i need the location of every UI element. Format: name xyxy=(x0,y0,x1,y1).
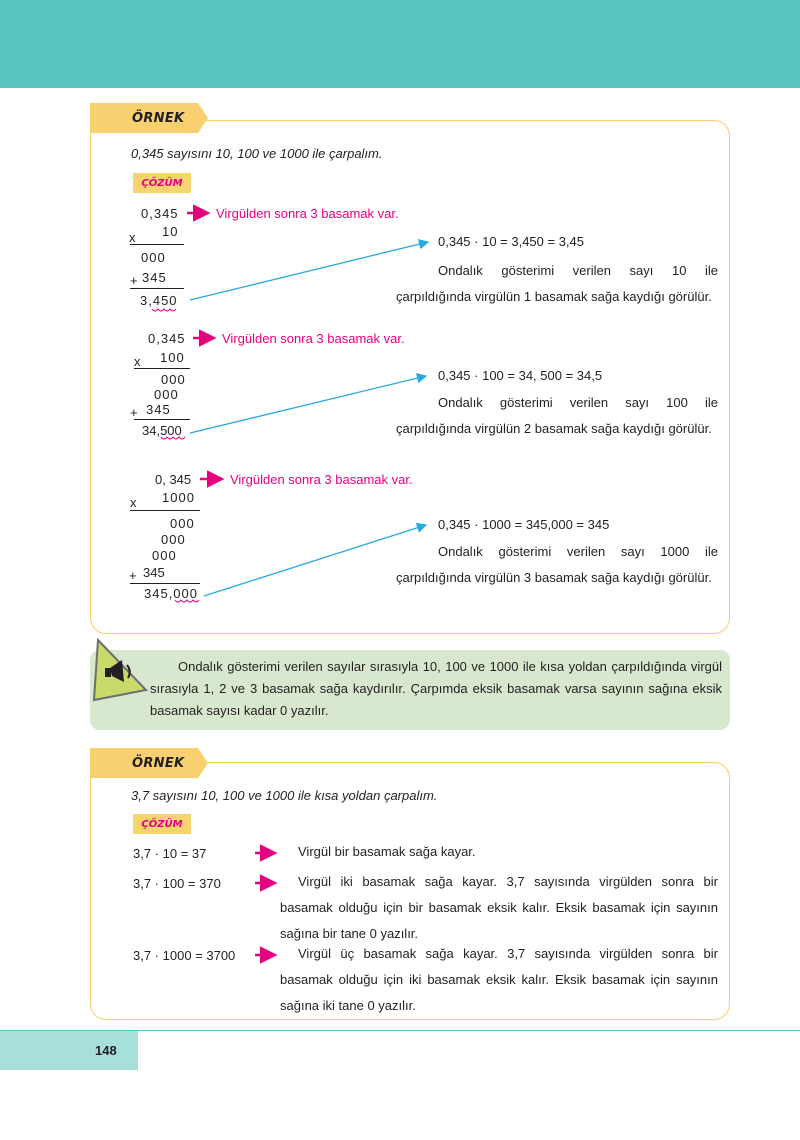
row2-equation: 3,7 · 100 = 370 xyxy=(133,876,221,891)
b3-equation: 0,345 · 1000 = 345,000 = 345 xyxy=(438,517,610,532)
b2-wavy-underline xyxy=(161,437,185,439)
b1-result: 3,450 xyxy=(140,293,178,308)
b1-wavy-underline xyxy=(152,309,176,311)
b1-partial-2: 345 xyxy=(142,270,167,285)
b3-partial-2: 000 xyxy=(161,532,186,547)
page-number-box xyxy=(0,1031,138,1070)
example1-solution-tag: ÇÖZÜM xyxy=(133,173,191,193)
example2-solution-tag: ÇÖZÜM xyxy=(133,814,191,834)
b3-note: Virgülden sonra 3 basamak var. xyxy=(230,472,413,487)
b2-plus-sign: + xyxy=(130,405,138,420)
b1-note: Virgülden sonra 3 basamak var. xyxy=(216,206,399,221)
b2-multiplier: 100 xyxy=(160,350,185,365)
b2-equation: 0,345 · 100 = 34, 500 = 34,5 xyxy=(438,368,603,383)
b3-multiplier: 1000 xyxy=(162,490,195,505)
row1-equation: 3,7 · 10 = 37 xyxy=(133,846,207,861)
example1-tag-label: ÖRNEK xyxy=(132,110,185,126)
b1-x-sign: x xyxy=(129,230,136,245)
b3-multiplicand: 0, 345 xyxy=(155,472,192,487)
b1-multiplicand: 0,345 xyxy=(141,206,179,221)
b3-partial-3: 000 xyxy=(152,548,177,563)
b2-x-sign: x xyxy=(134,354,141,369)
row2-explanation: Virgül iki basamak sağa kayar. 3,7 sayısında virgülden sonra bir basamak olduğu için bir basamak eksik kalır. Eksik basamak için sayının sağına bir tane 0 yazılır. xyxy=(280,874,718,941)
b1-multiplier: 10 xyxy=(162,224,179,239)
b1-partial-1: 000 xyxy=(141,250,166,265)
b2-partial-1: 000 xyxy=(161,372,186,387)
b2-result: 34,500 xyxy=(142,423,182,438)
b3-x-sign: x xyxy=(130,495,137,510)
b2-multiplicand: 0,345 xyxy=(148,331,186,346)
b1-blue-arrow xyxy=(190,242,428,300)
b3-partial-4: 345 xyxy=(143,565,165,580)
b1-equation: 0,345 · 10 = 3,450 = 3,45 xyxy=(438,234,585,249)
b2-explanation: Ondalık gösterimi verilen sayı 100 ile çarpıldığında virgülün 2 basamak sağa kaydığı görülür. xyxy=(396,395,718,436)
b2-partial-2: 000 xyxy=(154,387,179,402)
example2-question: 3,7 sayısını 10, 100 ve 1000 ile kısa yoldan çarpalım. xyxy=(131,788,438,803)
page-number: 148 xyxy=(95,1043,117,1058)
b3-result: 345,000 xyxy=(144,586,198,601)
b3-explanation: Ondalık gösterimi verilen sayı 1000 ile çarpıldığında virgülün 3 basamak sağa kaydığı görülür. xyxy=(396,544,718,585)
example1-question: 0,345 sayısını 10, 100 ve 1000 ile çarpalım. xyxy=(131,146,383,161)
example2-tag-label: ÖRNEK xyxy=(132,755,185,771)
b2-note: Virgülden sonra 3 basamak var. xyxy=(222,331,405,346)
row3-explanation: Virgül üç basamak sağa kayar. 3,7 sayısında virgülden sonra bir basamak olduğu için iki basamak eksik kalır. Eksik basamak için sayının sağına iki tane 0 yazılır. xyxy=(280,946,718,1013)
b3-plus-sign: + xyxy=(129,568,137,583)
b1-explanation: Ondalık gösterimi verilen sayı 10 ile çarpıldığında virgülün 1 basamak sağa kaydığı görülür. xyxy=(396,263,718,304)
b3-wavy-underline xyxy=(175,600,199,602)
b3-blue-arrow xyxy=(204,525,426,596)
row3-equation: 3,7 · 1000 = 3700 xyxy=(133,948,236,963)
b2-blue-arrow xyxy=(190,376,426,433)
b3-partial-1: 000 xyxy=(170,516,195,531)
row1-explanation: Virgül bir basamak sağa kayar. xyxy=(298,844,476,859)
info-note-text: Ondalık gösterimi verilen sayılar sırasıyla 10, 100 ve 1000 ile kısa yoldan çarpıldığında virgül sırasıyla 1, 2 ve 3 basamak sağa kaydırılır. Çarpımda eksik basamak varsa sayının sağına eksik basamak sayısı kadar 0 yazılır. xyxy=(150,659,722,718)
b2-partial-3: 345 xyxy=(146,402,171,417)
b1-plus-sign: + xyxy=(130,273,138,288)
